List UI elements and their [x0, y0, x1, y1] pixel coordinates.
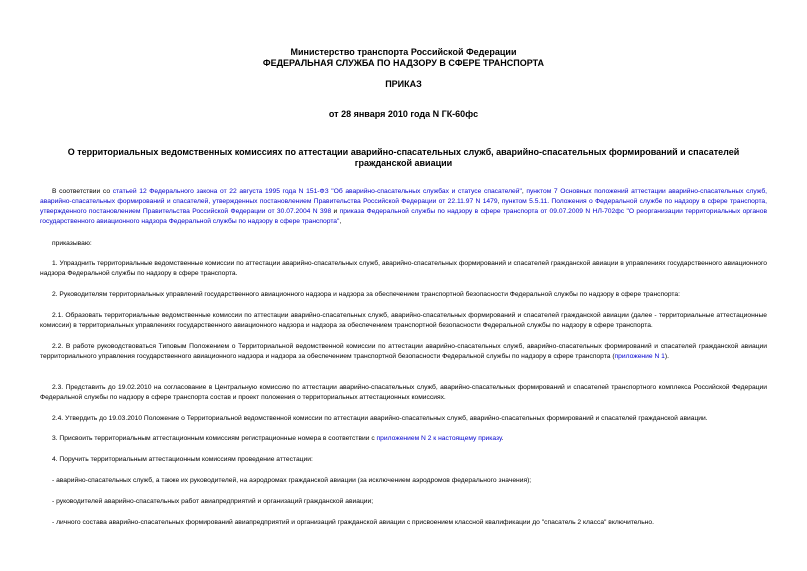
document-title: О территориальных ведомственных комиссиях по аттестации аварийно-спасательных служб, аварийно-спасательных формирований и спасателей гражданской авиации [67, 147, 740, 168]
item-3: 3. Присвоить территориальным аттестационным комиссиям регистрационные номера в соответствии с приложением N 2 к настоящему приказу. [52, 435, 504, 442]
appendix-2-link[interactable]: приложением N 2 к настоящему приказу [376, 435, 502, 442]
law-article-link[interactable]: статьей 12 Федерального закона от 22 августа 1995 года N 151-ФЗ "Об аварийно-спасательных службах и статусе спасателей" [112, 188, 522, 195]
item-2-2: 2.2. В работе руководствоваться Типовым Положением о Территориальной ведомственной комиссии по аттестации аварийно-спасательных служб, аварийно-спасательных формирований и спасателей гражданской авиации территориального управления государственного авиационного надзора и надзора за обеспечением транспортной безопасности Федеральной службы по надзору в сфере транспорта (приложение N 1). [40, 343, 767, 360]
service-name: ФЕДЕРАЛЬНАЯ СЛУЖБА ПО НАДЗОРУ В СФЕРЕ ТРАНСПОРТА [262, 58, 545, 68]
dash-item-1: - аварийно-спасательных служб, а также их руководителей, на аэродромах гражданской авиации (за исключением аэродромов федерального значения); [52, 477, 532, 484]
reorganization-order-link[interactable]: приказа Федеральной службы по надзору в сфере транспорта от 09.07.2009 N НЛ-702фс "О реорганизации территориальных органов государственного авиационного надзора Федеральной службы по надзору в сфере транспорта" [40, 208, 768, 225]
document-type: ПРИКАЗ [385, 79, 422, 89]
regulations-point-link[interactable]: пунктом 7 Основных положений аттестации аварийно-спасательных служб, аварийно-спасательных формирований и спасателей, утвержденных постановлением Правительства Российской Федерации от 22.11.97 N 1479 [40, 188, 768, 205]
appendix-1-link[interactable]: приложение N 1 [614, 353, 665, 360]
service-regulation-link[interactable]: пунктом 5.5.11. Положения о Федеральной службе по надзору в сфере транспорта, утвержденного постановлением Правительства Российской Федерации от 30.07.2004 N 398 [40, 198, 768, 215]
ministry-name: Министерство транспорта Российской Федерации [290, 47, 517, 57]
item-4: 4. Поручить территориальным аттестационным комиссиям проведение аттестации: [52, 456, 313, 463]
item-2-4: 2.4. Утвердить до 19.03.2010 Положение о Территориальной ведомственной комиссии по аттестации аварийно-спасательных служб, аварийно-спасательных формирований и спасателей гражданской авиации. [52, 415, 708, 422]
order-word: приказываю: [52, 240, 92, 247]
document-date-number: от 28 января 2010 года N ГК-60фс [328, 109, 479, 119]
item-1: 1. Упразднить территориальные ведомственные комиссии по аттестации аварийно-спасательных служб, аварийно-спасательных формирований и спасателей гражданской авиации в управлениях государственного авиационного надзора Федеральной службы по надзору в сфере транспорта. [40, 260, 767, 277]
preamble-paragraph: В соответствии со статьей 12 Федерального закона от 22 августа 1995 года N 151-ФЗ "Об аварийно-спасательных службах и статусе спасателей", пунктом 7 Основных положений аттестации аварийно-спасательных служб, аварийно-спасательных формирований и спасателей, утвержденных постановлением Правительства Российской Федерации от 22.11.97 N 1479, пунктом 5.5.11. Положения о Федеральной службе по надзору в сфере транспорта, утвержденного постановлением Правительства Российской Федерации от 30.07.2004 N 398 и приказа Федеральной службы по надзору в сфере транспорта от 09.07.2009 N НЛ-702фс "О реорганизации территориальных органов государственного авиационного надзора Федеральной службы по надзору в сфере транспорта", [40, 188, 768, 225]
item-2-3: 2.3. Представить до 19.02.2010 на согласование в Центральную комиссию по аттестации аварийно-спасательных служб, аварийно-спасательных формирований и спасателей транспортного комплекса Российской Федерации Федеральной службы по надзору в сфере транспорта состав и проект положения о территориальных аттестационных комиссиях. [40, 384, 767, 401]
item-2-1: 2.1. Образовать территориальные ведомственные комиссии по аттестации аварийно-спасательных служб, аварийно-спасательных формирований и спасателей гражданской авиации (далее - территориальные аттестационные комиссии) в территориальных управлениях государственного авиационного надзора и надзора за обеспечением транспортной безопасности Федеральной службы по надзору в сфере транспорта. [40, 312, 767, 329]
dash-item-3: - личного состава аварийно-спасательных формирований авиапредприятий и организаций гражданской авиации с присвоением классной квалификации до "спасатель 2 класса" включительно. [52, 519, 654, 526]
dash-item-2: - руководителей аварийно-спасательных работ авиапредприятий и организаций гражданской авиации; [52, 498, 374, 505]
item-2: 2. Руководителям территориальных управлений государственного авиационного надзора и надзора за обеспечением транспортной безопасности Федеральной службы по надзору в сфере транспорта: [52, 291, 680, 298]
